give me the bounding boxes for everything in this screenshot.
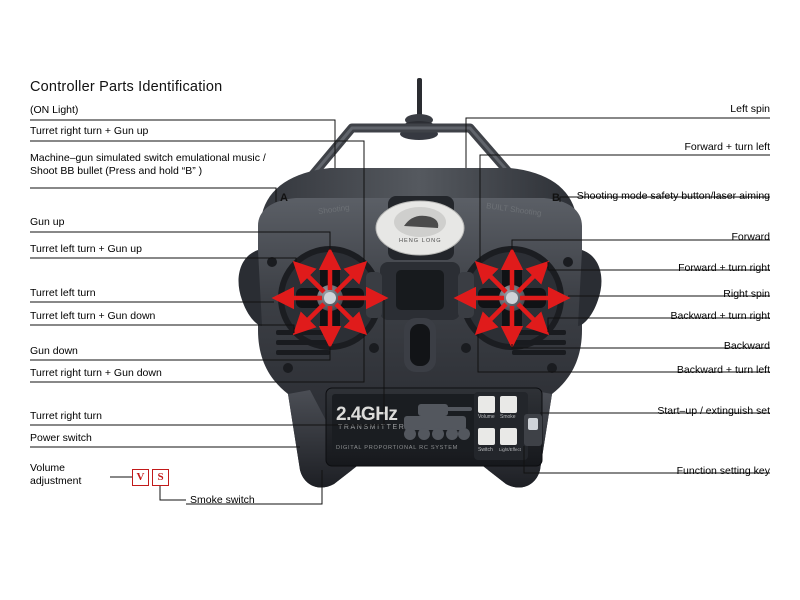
label-turret-left-turn: Turret left turn: [30, 287, 96, 299]
label-forward: Forward: [731, 231, 770, 243]
marker-a: A: [280, 192, 288, 204]
panel-brand: 2.4GHz: [336, 404, 398, 425]
label-smoke-switch: Smoke switch: [190, 494, 255, 506]
label-start-up-extinguish-set: Start–up / extinguish set: [657, 405, 770, 417]
label-gun-up: Gun up: [30, 216, 65, 228]
label-gun-down: Gun down: [30, 345, 78, 357]
right-emboss-text: BUILT Shooting: [485, 201, 543, 218]
label-right-spin: Right spin: [723, 288, 770, 300]
left-emboss-text: Shooting: [317, 202, 351, 217]
label-left-spin: Left spin: [730, 103, 770, 115]
label-turret-left-turn-gun-down: Turret left turn + Gun down: [30, 310, 156, 322]
label-forward-turn-right: Forward + turn right: [678, 262, 770, 274]
label-turret-right-turn-gun-up: Turret right turn + Gun up: [30, 125, 149, 137]
label-volume-adjustment-line1: Volume: [30, 462, 66, 474]
page-title: Controller Parts Identification: [30, 79, 223, 95]
label-turret-left-turn-gun-up: Turret left turn + Gun up: [30, 243, 142, 255]
panel-brand-sub: TRANSMITTER: [338, 424, 406, 431]
label-on-light: (ON Light): [30, 104, 79, 116]
label-power-switch: Power switch: [30, 432, 92, 444]
label-shooting-mode-safety: Shooting mode safety button/laser aiming: [576, 190, 770, 202]
panel-smoke-caption: Smoke: [500, 414, 516, 420]
label-backward-turn-left: Backward + turn left: [676, 364, 770, 376]
label-machine-gun-switch: Machine–gun simulated switch emulational music / Shoot BB bullet (Press and hold “B” ): [30, 152, 266, 177]
label-backward: Backward: [723, 340, 770, 352]
switch-badge-group: [132, 469, 169, 486]
label-backward-turn-right: Backward + turn right: [670, 310, 770, 322]
label-function-setting-key: Function setting key: [676, 465, 770, 477]
panel-effect-caption: Light/Effect: [499, 447, 521, 452]
badge-v: V: [132, 469, 149, 486]
lens-brand: HENG LONG: [399, 238, 442, 244]
panel-volume-caption: Volume: [478, 414, 495, 420]
panel-footer: DIGITAL PROPORTIONAL RC SYSTEM: [336, 445, 459, 451]
panel-switch-caption: Switch: [478, 447, 493, 453]
label-volume-adjustment-line2: adjustment: [30, 475, 82, 487]
label-forward-turn-left: Forward + turn left: [684, 141, 770, 153]
label-turret-right-turn-gun-down: Turret right turn + Gun down: [30, 367, 162, 379]
label-turret-right-turn: Turret right turn: [30, 410, 102, 422]
badge-s: S: [152, 469, 169, 486]
marker-b: B: [552, 192, 560, 204]
